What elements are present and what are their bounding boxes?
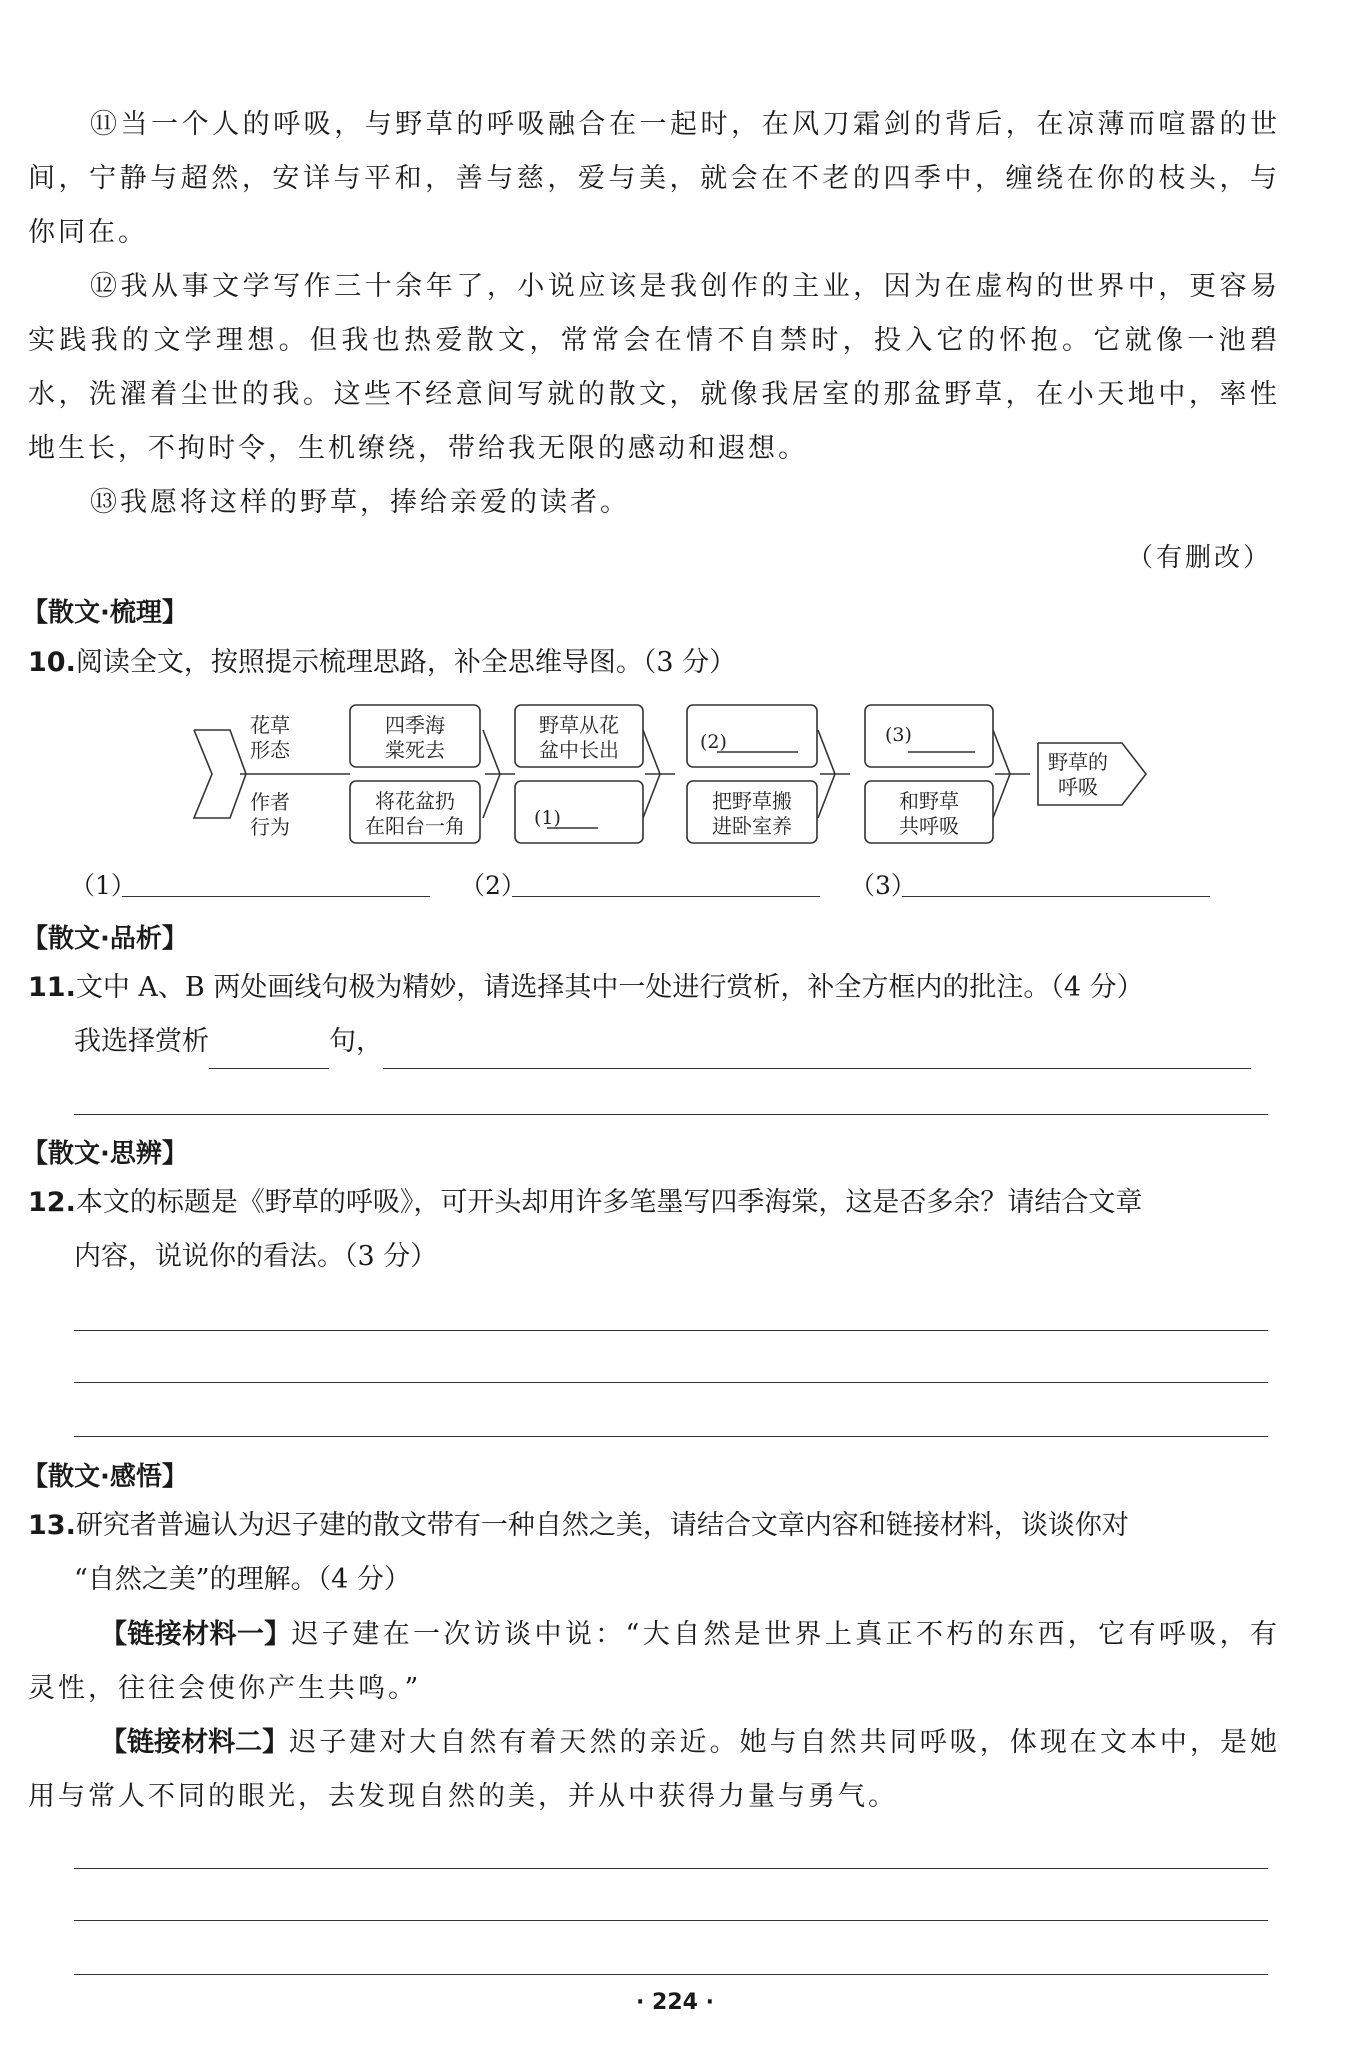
answer-label-3: （3） [850,871,916,900]
answer-line[interactable] [74,1330,1268,1331]
question-number: 11. [28,972,76,1003]
start-chevron [194,730,246,818]
material-tag: 【链接材料二】 [100,1727,290,1758]
answer-label-1: （1） [70,871,136,900]
answer-blank-inline[interactable] [383,1038,1251,1069]
question-text: 文中 A、B 两处画线句极为精妙，请选择其中一处进行赏析，补全方框内的批注。（4 分） [75,972,1144,1003]
answer-line[interactable] [74,1974,1268,1975]
box-2-top-line-1: 野草从花 [539,713,619,737]
answer-line-3[interactable] [902,896,1210,897]
question-13 [28,1499,1278,1607]
question-number: 10. [28,647,76,678]
choose-prefix: 我选择赏析 [74,1026,209,1057]
end-label-2: 呼吸 [1058,775,1098,799]
box-3-bottom-line-1: 把野草搬 [712,789,792,813]
material-text: 迟子建对大自然有着天然的亲近。她与自然共同呼吸，体现在文本中，是她用与常人不同的眼光，去发现自然的美，并从中获得力量与勇气。 [28,1727,1281,1812]
box-4-bottom-line-2: 共呼吸 [899,814,959,838]
page-number: · 224 · [636,1990,714,2015]
question-11 [28,961,1278,1069]
answer-line[interactable] [74,1436,1268,1437]
end-label-1: 野草的 [1048,750,1108,774]
box-3-bottom-line-2: 进卧室养 [712,814,792,838]
choose-suffix: 句， [329,1026,383,1057]
section-heading-analysis: 【散文·品析】 [22,924,188,954]
paragraph-11: ⑪当一个人的呼吸，与野草的呼吸融合在一起时，在风刀霜剑的背后，在凉薄而喧嚣的世间，宁静与超然，安详与平和，善与慈，爱与美，就会在不老的四季中，缠绕在你的枝头，与你同在。 [28,109,1280,248]
question-text: 本文的标题是《野草的呼吸》，可开头却用许多笔墨写四季海棠，这是否多余？请结合文章 [75,1187,1143,1218]
label-flower-form-1: 花草 [250,713,290,737]
answer-line[interactable] [74,1382,1268,1383]
answer-label-2: （2） [460,871,526,900]
question-10 [28,636,1278,690]
material-text: 迟子建在一次访谈中说：“大自然是世界上真正不朽的东西，它有呼吸，有灵性，往往会使你产生共鸣。” [28,1619,1280,1704]
box-1-top-line-2: 棠死去 [385,738,445,762]
answer-line[interactable] [74,1920,1268,1921]
blank-label-3: (3) [885,724,912,746]
box-1-bottom-line-2: 在阳台一角 [365,814,465,838]
mind-map-diagram [180,695,1160,855]
section-heading-debate: 【散文·思辨】 [22,1139,188,1169]
choose-line [28,1015,1278,1069]
link-material-1 [28,1608,1280,1716]
question-text-continued: 内容，说说你的看法。（3 分） [74,1241,438,1272]
paragraph-13: ⑬我愿将这样的野草，捧给亲爱的读者。 [90,487,630,518]
answer-line-2[interactable] [512,896,820,897]
box-2-top-line-2: 盆中长出 [539,738,619,762]
label-author-action-1: 作者 [250,790,290,814]
answer-line[interactable] [74,1868,1268,1869]
section-heading-reflection: 【散文·感悟】 [22,1462,188,1492]
box-4-bottom-line-1: 和野草 [899,789,959,813]
question-text: 研究者普遍认为迟子建的散文带有一种自然之美，请结合文章内容和链接材料，谈谈你对 [75,1510,1129,1541]
answer-line[interactable] [74,1114,1268,1115]
question-number: 12. [28,1187,76,1218]
question-12 [28,1176,1278,1284]
box-1-bottom-line-1: 将花盆扔 [375,789,455,813]
paragraph-12: ⑫我从事文学写作三十余年了，小说应该是我创作的主业，因为在虚构的世界中，更容易实践我的文学理想。但我也热爱散文，常常会在情不自禁时，投入它的怀抱。它就像一池碧水，洗濯着尘世的我。这些不经意间写就的散文，就像我居室的那盆野草，在小天地中，率性地生长，不拘时令，生机缭绕，带给我无限的感动和遐想。 [28,271,1280,464]
label-author-action-2: 行为 [250,815,290,839]
material-tag: 【链接材料一】 [100,1619,292,1650]
label-flower-form-2: 形态 [250,738,290,762]
blank-label-2: (2) [700,731,727,753]
blank-label-1: (1) [534,807,561,829]
source-note: （有删改） [1126,543,1272,573]
link-material-2 [28,1716,1280,1824]
question-text-continued: “自然之美”的理解。（4 分） [74,1564,411,1595]
question-text: 阅读全文，按照提示梳理思路，补全思维导图。（3 分） [75,647,737,678]
choose-blank[interactable] [209,1038,329,1069]
box-1-top-line-1: 四季海 [385,713,445,737]
answer-line-1[interactable] [122,896,430,897]
section-heading-sorting: 【散文·梳理】 [22,598,188,628]
question-number: 13. [28,1510,76,1541]
